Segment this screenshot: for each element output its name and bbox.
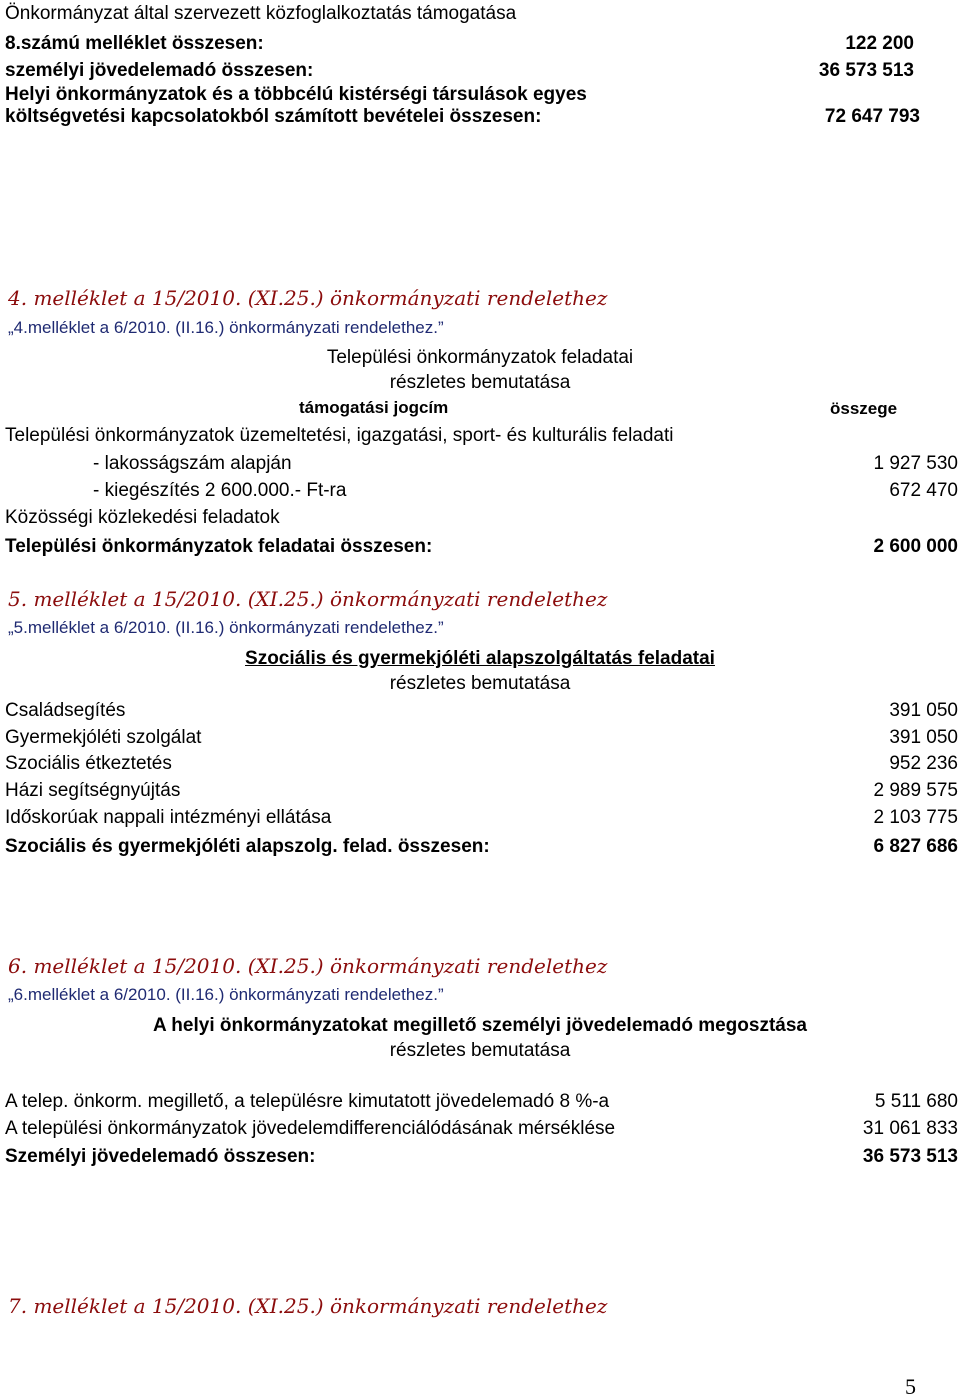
section-title: Települési önkormányzatok feladatai	[326, 347, 634, 368]
section-subtitle: részletes bemutatása	[389, 673, 571, 694]
total-value: 6 827 686	[873, 836, 958, 857]
row-value: 391 050	[889, 700, 958, 721]
row-label: 8.számú melléklet összesen:	[5, 33, 264, 54]
row-label: Gyermekjóléti szolgálat	[5, 727, 202, 748]
row-value: 952 236	[889, 753, 958, 774]
row-label: Helyi önkormányzatok és a többcélú kistérségi társulások egyes	[5, 84, 587, 105]
row-label: Időskorúak nappali intézményi ellátása	[5, 807, 332, 828]
section-heading: 4. melléklet a 15/2010. (XI.25.) önkormányzati rendelethez	[8, 286, 608, 310]
column-header-value: összege	[830, 399, 898, 418]
total-label: Települési önkormányzatok feladatai összesen:	[5, 536, 433, 557]
row-label: költségvetési kapcsolatokból számított bevételei összesen:	[5, 106, 542, 127]
row-value: 72 647 793	[824, 106, 920, 127]
row-label: Házi segítségnyújtás	[5, 780, 181, 801]
row-label: - kiegészítés 2 600.000.- Ft-ra	[93, 480, 347, 501]
row-label: - lakosságszám alapján	[93, 453, 292, 474]
section-heading: 5. melléklet a 15/2010. (XI.25.) önkormányzati rendelethez	[8, 587, 608, 611]
row-value: 31 061 833	[862, 1118, 958, 1139]
row-value: 391 050	[889, 727, 958, 748]
section-heading: 6. melléklet a 15/2010. (XI.25.) önkormányzati rendelethez	[8, 954, 608, 978]
section-subtitle: részletes bemutatása	[389, 372, 571, 393]
row-value: 5 511 680	[874, 1091, 958, 1112]
top-title: Önkormányzat által szervezett közfoglalkoztatás támogatása	[5, 3, 517, 24]
row-label: személyi jövedelemadó összesen:	[5, 60, 314, 81]
section-reference: „6.melléklet a 6/2010. (II.16.) önkormányzati rendelethez.”	[8, 985, 444, 1004]
section-reference: „5.melléklet a 6/2010. (II.16.) önkormányzati rendelethez.”	[8, 618, 444, 637]
column-header-label: támogatási jogcím	[299, 398, 449, 417]
section-title: Szociális és gyermekjóléti alapszolgáltatás feladatai	[245, 648, 715, 669]
total-value: 2 600 000	[873, 536, 958, 557]
row-label: Szociális étkeztetés	[5, 753, 172, 774]
section-subtitle: részletes bemutatása	[389, 1040, 571, 1061]
page-number: 5	[905, 1374, 916, 1399]
row-label: Települési önkormányzatok üzemeltetési, igazgatási, sport- és kulturális feladati	[5, 425, 674, 446]
total-label: Személyi jövedelemadó összesen:	[5, 1146, 316, 1167]
section-heading: 7. melléklet a 15/2010. (XI.25.) önkormányzati rendelethez	[8, 1294, 608, 1318]
row-label: A települési önkormányzatok jövedelemdifferenciálódásának mérséklése	[5, 1118, 616, 1139]
section-title: A helyi önkormányzatokat megillető személyi jövedelemadó megosztása	[153, 1015, 807, 1036]
row-value: 672 470	[889, 480, 958, 501]
row-label: Közösségi közlekedési feladatok	[5, 507, 280, 528]
row-value: 2 989 575	[873, 780, 958, 801]
row-value: 36 573 513	[818, 60, 914, 81]
row-value: 122 200	[845, 33, 914, 54]
row-label: Családsegítés	[5, 700, 126, 721]
section-reference: „4.melléklet a 6/2010. (II.16.) önkormányzati rendelethez.”	[8, 318, 444, 337]
row-label: A telep. önkorm. megillető, a településre kimutatott jövedelemadó 8 %-a	[5, 1091, 610, 1112]
total-value: 36 573 513	[862, 1146, 958, 1167]
row-value: 1 927 530	[873, 453, 958, 474]
row-value: 2 103 775	[873, 807, 958, 828]
total-label: Szociális és gyermekjóléti alapszolg. felad. összesen:	[5, 836, 490, 857]
